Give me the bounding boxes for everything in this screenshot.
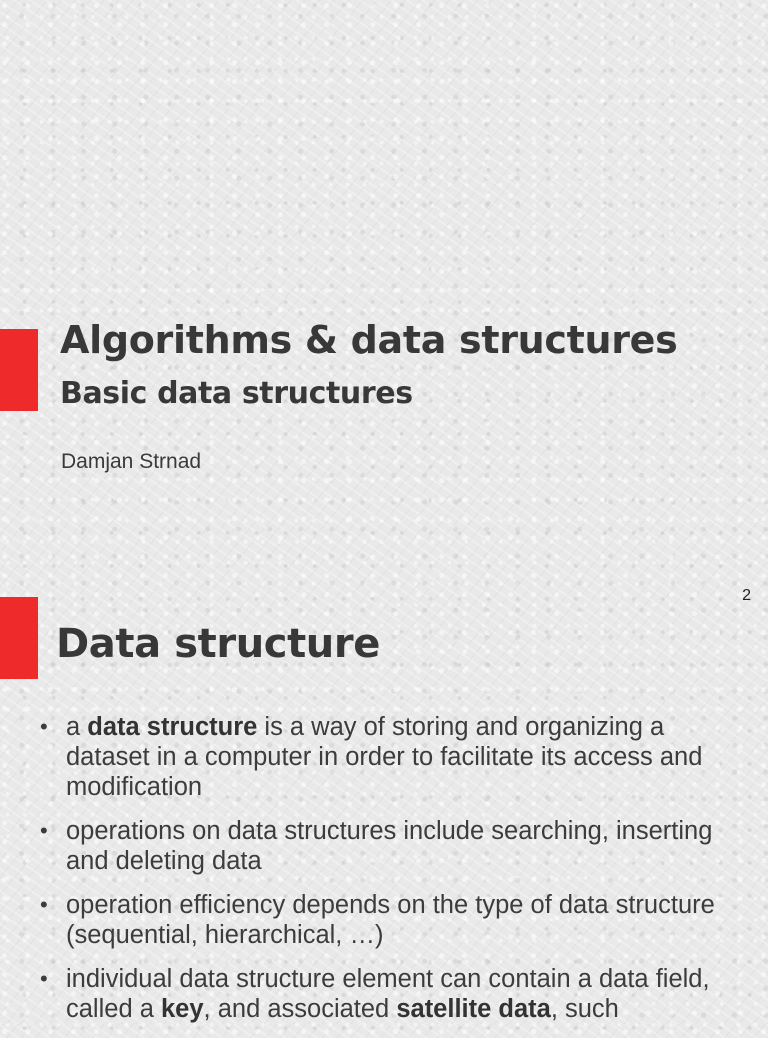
- accent-bar: [0, 597, 38, 679]
- presentation-subtitle: Basic data structures: [60, 376, 413, 411]
- bullet-text: , and associated: [203, 995, 397, 1023]
- bullet-item: [40, 890, 730, 950]
- bullet-list: [40, 712, 730, 1038]
- bullet-text: a: [66, 713, 88, 741]
- bullet-text: operation efficiency depends on the type of data structure (sequential, hierarchical, …): [66, 891, 715, 949]
- bullet-marker: •: [40, 966, 48, 991]
- bullet-text: individual data structure element can contain a data field, called a: [66, 965, 710, 1023]
- bullet-item: [40, 712, 730, 802]
- bold-term: satellite data: [396, 995, 551, 1023]
- bullet-text: operations on data structures include searching, inserting and deleting data: [66, 817, 713, 875]
- bullet-text: , such: [550, 995, 619, 1023]
- presentation-title: Algorithms & data structures: [60, 318, 678, 362]
- bullet-marker: •: [40, 714, 48, 739]
- accent-bar: [0, 329, 38, 411]
- bullet-marker: •: [40, 818, 48, 843]
- bold-term: key: [160, 995, 204, 1023]
- page-number: 2: [742, 587, 751, 604]
- bold-term: data structure: [87, 713, 258, 741]
- bullet-text: is a way of storing and organizing a dataset in a computer in order to facilitate its access and modification: [66, 713, 703, 801]
- author-name: Damjan Strnad: [61, 450, 202, 473]
- bullet-marker: •: [40, 892, 48, 917]
- slide-heading: Data structure: [56, 621, 380, 667]
- bullet-item: [40, 964, 730, 1024]
- bullet-item: [40, 816, 730, 876]
- content-slide: [0, 545, 768, 1024]
